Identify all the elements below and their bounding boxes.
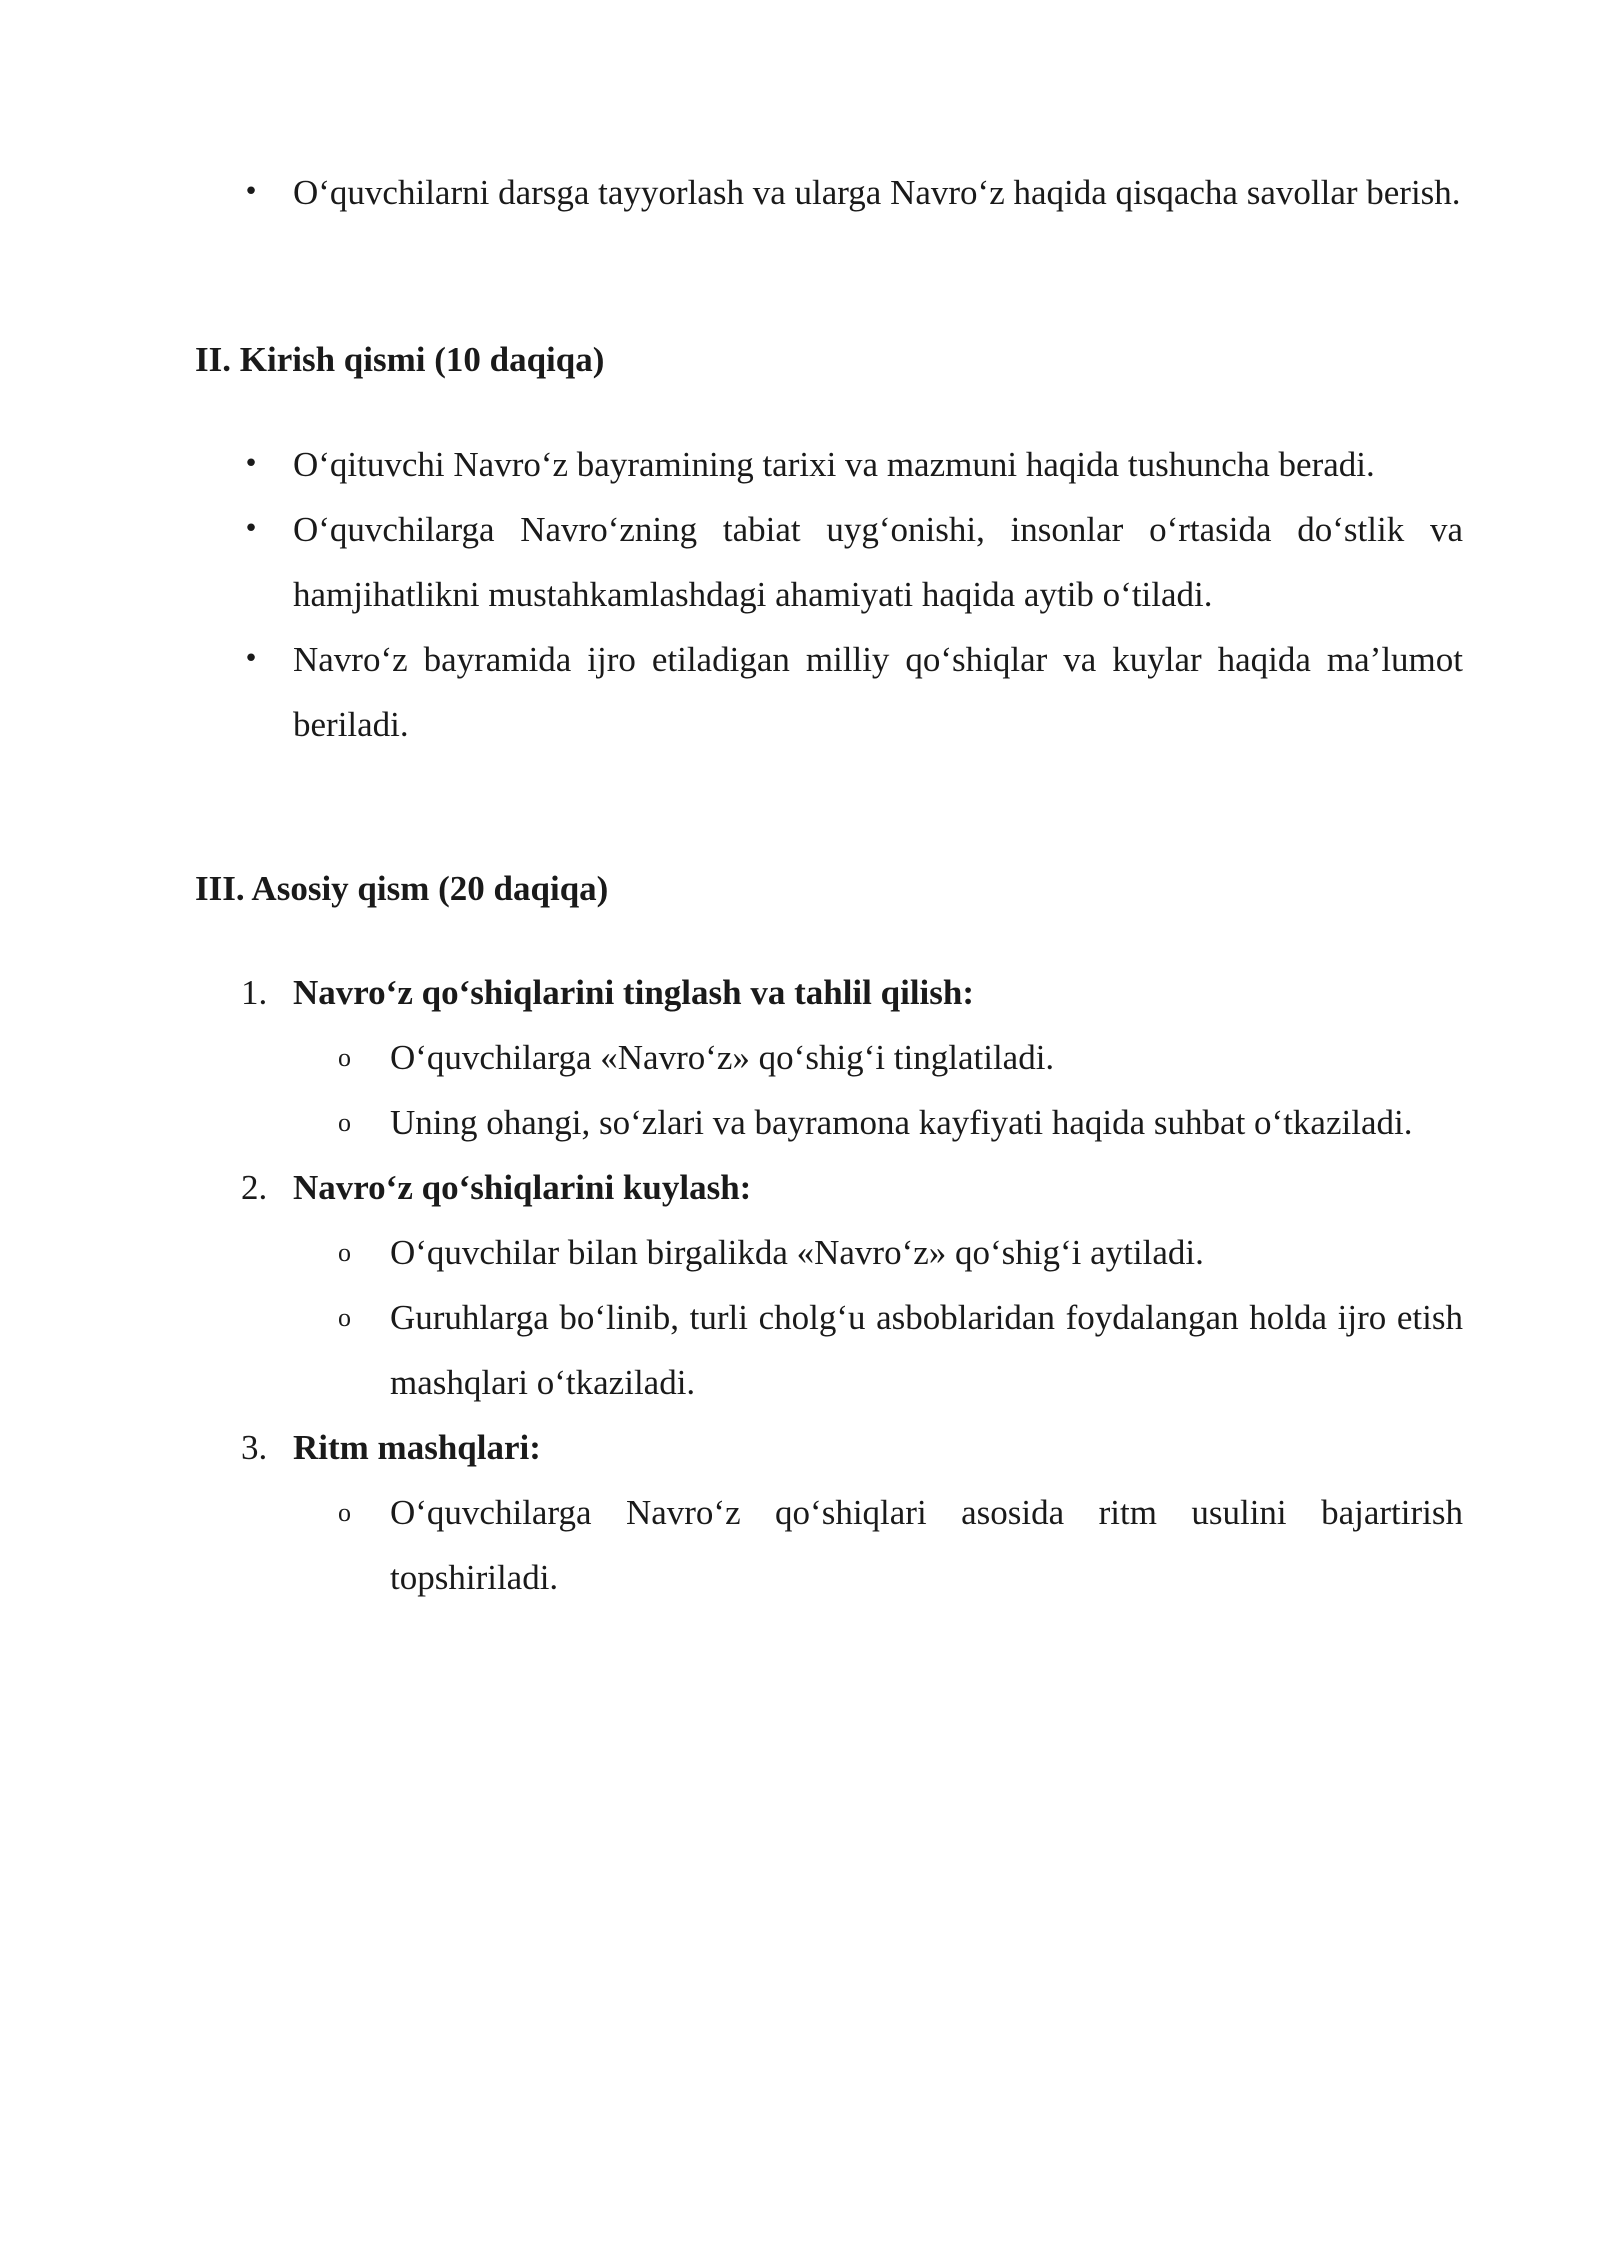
sub-bullet-text: Uning ohangi, so‘zlari va bayramona kayfiyati haqida suhbat o‘tkaziladi.	[390, 1103, 1413, 1142]
step-sub-list	[0, 1220, 1600, 1415]
sub-bullet-item	[338, 1220, 1463, 1285]
bullet-item	[243, 160, 1463, 225]
step-header	[241, 1155, 1463, 1220]
step-title: Ritm mashqlari:	[293, 1428, 541, 1467]
sub-bullet-text: Guruhlarga bo‘linib, turli cholg‘u asboblaridan foydalangan holda ijro etish mashqlari o‘tkaziladi.	[390, 1298, 1463, 1402]
step-header	[241, 960, 1463, 1025]
bullet-text: O‘qituvchi Navro‘z bayramining tarixi va mazmuni haqida tushuncha beradi.	[293, 445, 1375, 484]
sub-bullet-text: O‘quvchilarga «Navro‘z» qo‘shig‘i tinglatiladi.	[390, 1038, 1055, 1077]
bullet-text: O‘quvchilarga Navro‘zning tabiat uyg‘onishi, insonlar o‘rtasida do‘stlik va hamjihatlikni mustahkamlashdagi ahamiyati haqida aytib o‘tiladi.	[293, 510, 1463, 614]
section-heading-introduction: II. Kirish qismi (10 daqiqa)	[195, 340, 605, 379]
sub-bullet-item	[338, 1090, 1463, 1155]
sub-bullet-item	[338, 1025, 1463, 1090]
bullet-item	[243, 627, 1463, 757]
bullet-text: Navro‘z bayramida ijro etiladigan milliy qo‘shiqlar va kuylar haqida ma’lumot beriladi.	[293, 640, 1463, 744]
bullet-text: O‘quvchilarni darsga tayyorlash va ularga Navro‘z haqida qisqacha savollar berish.	[293, 173, 1461, 212]
introduction-section	[0, 432, 1600, 757]
step-number: 3.	[241, 1428, 268, 1467]
sub-bullet-text: O‘quvchilarga Navro‘z qo‘shiqlari asosida ritm usulini bajartirish topshiriladi.	[390, 1493, 1463, 1597]
bullet-marker: •	[243, 644, 259, 674]
intro-section	[0, 160, 1600, 225]
step-number: 2.	[241, 1168, 268, 1207]
step-header	[241, 1415, 1463, 1480]
main-part-section	[0, 960, 1600, 1610]
sub-bullet-marker: o	[338, 1108, 351, 1137]
bullet-marker: •	[243, 449, 259, 479]
bullet-item	[243, 497, 1463, 627]
numbered-step	[0, 1155, 1600, 1415]
sub-bullet-marker: o	[338, 1238, 351, 1267]
sub-bullet-item	[338, 1480, 1463, 1610]
step-title: Navro‘z qo‘shiqlarini kuylash:	[293, 1168, 752, 1207]
numbered-step	[0, 1415, 1600, 1610]
sub-bullet-marker: o	[338, 1498, 351, 1527]
sub-bullet-marker: o	[338, 1303, 351, 1332]
main-part-numbered-list	[0, 960, 1600, 1610]
bullet-item	[243, 432, 1463, 497]
step-sub-list	[0, 1480, 1600, 1610]
step-sub-list	[0, 1025, 1600, 1155]
numbered-step	[0, 960, 1600, 1155]
bullet-marker: •	[243, 177, 259, 207]
step-number: 1.	[241, 973, 268, 1012]
sub-bullet-text: O‘quvchilar bilan birgalikda «Navro‘z» qo‘shig‘i aytiladi.	[390, 1233, 1204, 1272]
sub-bullet-item	[338, 1285, 1463, 1415]
step-title: Navro‘z qo‘shiqlarini tinglash va tahlil qilish:	[293, 973, 975, 1012]
introduction-bullet-list	[0, 432, 1600, 757]
intro-bullet-list	[0, 160, 1600, 225]
section-heading-main-part: III. Asosiy qism (20 daqiqa)	[195, 869, 609, 908]
sub-bullet-marker: o	[338, 1043, 351, 1072]
bullet-marker: •	[243, 514, 259, 544]
